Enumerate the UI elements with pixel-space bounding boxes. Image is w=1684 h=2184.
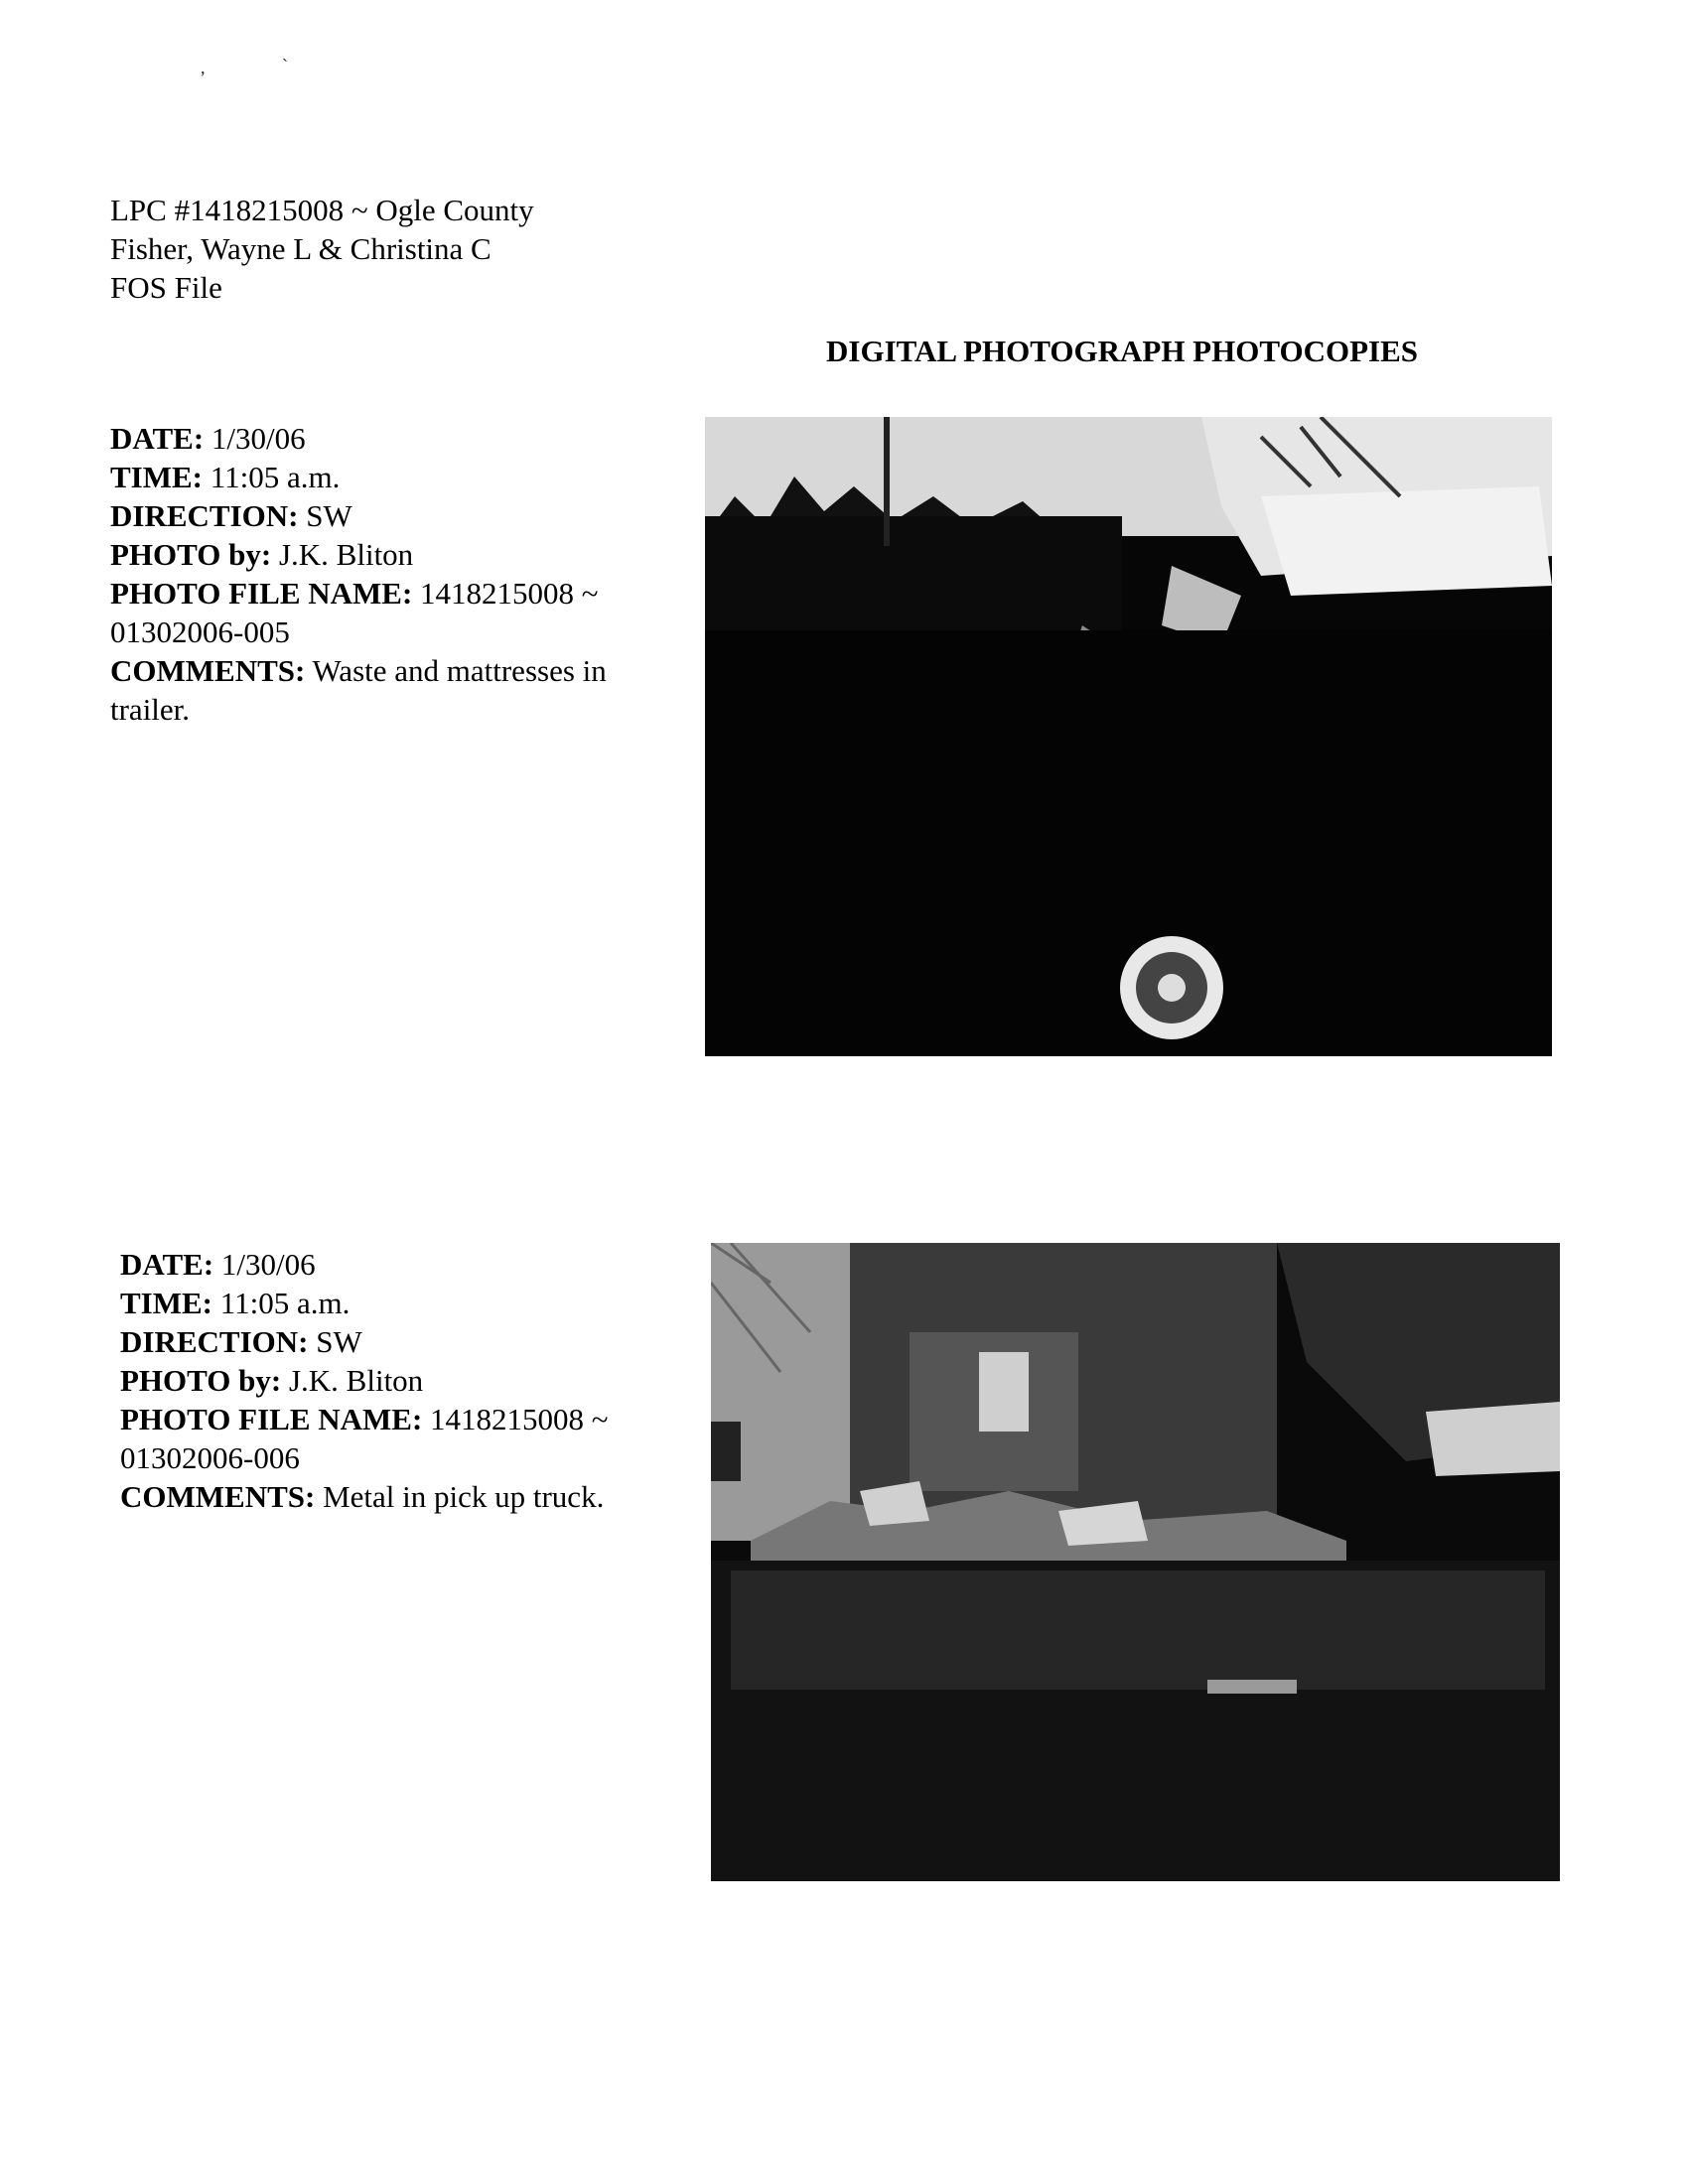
file-name-label: PHOTO FILE NAME: xyxy=(110,576,413,611)
time-value: 11:05 a.m. xyxy=(210,460,341,494)
date-label: DATE: xyxy=(110,421,205,456)
direction-value: SW xyxy=(316,1324,362,1359)
document-header xyxy=(110,191,534,307)
page-title: DIGITAL PHOTOGRAPH PHOTOCOPIES xyxy=(826,334,1418,368)
comments-value: Waste and mattresses in trailer. xyxy=(110,653,607,727)
date-value: 1/30/06 xyxy=(220,1247,316,1282)
photo-2-details xyxy=(120,1245,676,1516)
time-value: 11:05 a.m. xyxy=(219,1286,351,1320)
date-value: 1/30/06 xyxy=(210,421,306,456)
file-name-value: 1418215008 ~ 01302006-005 xyxy=(110,576,599,649)
time-label: TIME: xyxy=(110,460,203,494)
comments-label: COMMENTS: xyxy=(120,1479,316,1514)
file-name-row xyxy=(120,1400,676,1477)
time-row xyxy=(110,458,666,496)
time-label: TIME: xyxy=(120,1286,212,1320)
time-row xyxy=(120,1284,676,1322)
photo-by-value: J.K. Bliton xyxy=(288,1363,424,1398)
photo-pickup-truck-metal-image xyxy=(711,1243,1560,1881)
date-row xyxy=(110,419,666,458)
direction-label: DIRECTION: xyxy=(110,498,299,533)
direction-row xyxy=(120,1322,676,1361)
photo-by-label: PHOTO by: xyxy=(110,537,272,572)
direction-value: SW xyxy=(306,498,352,533)
photo-by-row xyxy=(110,535,666,574)
case-number: LPC #1418215008 ~ Ogle County xyxy=(110,193,534,227)
date-label: DATE: xyxy=(120,1247,214,1282)
photo-pickup-truck-metal xyxy=(711,1243,1560,1881)
comments-row xyxy=(110,651,666,729)
file-type: FOS File xyxy=(110,270,222,305)
photo-by-value: J.K. Bliton xyxy=(278,537,414,572)
date-row xyxy=(120,1245,676,1284)
photo-1-details xyxy=(110,419,666,729)
photo-trailer-waste-image xyxy=(705,417,1552,1056)
scan-speck: ` xyxy=(282,56,288,75)
owner-names: Fisher, Wayne L & Christina C xyxy=(110,231,491,266)
file-name-label: PHOTO FILE NAME: xyxy=(120,1402,423,1436)
comments-value: Metal in pick up truck. xyxy=(323,1479,605,1514)
file-name-row xyxy=(110,574,666,651)
scan-speck: , xyxy=(201,58,206,77)
photo-by-label: PHOTO by: xyxy=(120,1363,282,1398)
direction-label: DIRECTION: xyxy=(120,1324,309,1359)
photo-trailer-waste xyxy=(705,417,1552,1056)
photo-by-row xyxy=(120,1361,676,1400)
file-name-value: 1418215008 ~ 01302006-006 xyxy=(120,1402,609,1475)
direction-row xyxy=(110,496,666,535)
comments-row xyxy=(120,1477,676,1516)
comments-label: COMMENTS: xyxy=(110,653,306,688)
